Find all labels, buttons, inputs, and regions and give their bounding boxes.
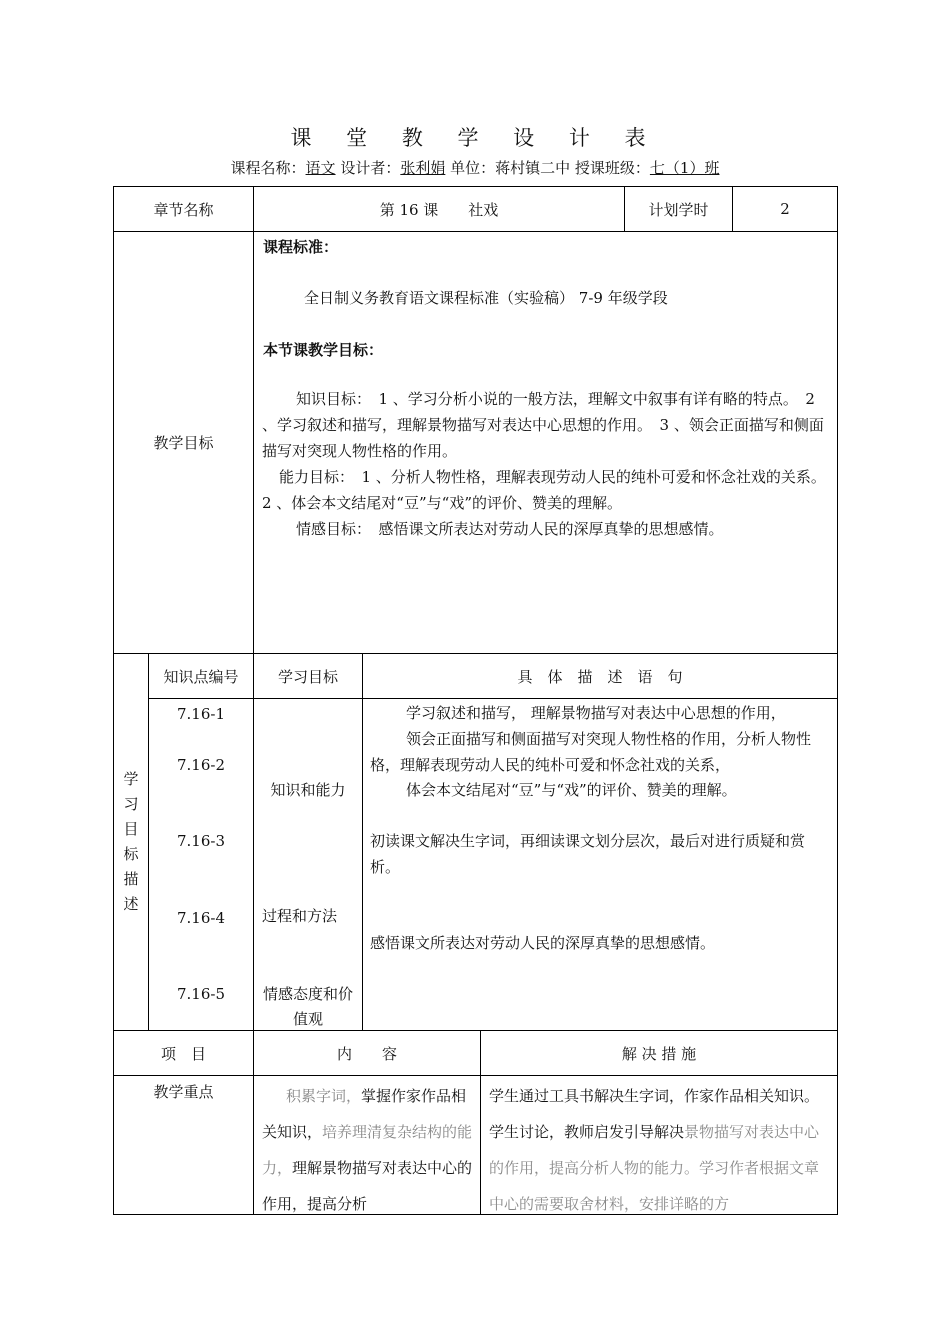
goal-type: 过程和方法 — [262, 907, 338, 925]
learning-side-label — [114, 654, 148, 1029]
description-line: 感悟课文所表达对劳动人民的深厚真挚的思想感情。 — [370, 934, 716, 952]
designer-label: 设计者： — [335, 159, 401, 177]
emotion-goal: 情感目标： 感悟课文所表达对劳动人民的深厚真挚的思想感情。 — [296, 520, 724, 538]
description-line: 学习叙述和描写， 理解景物描写对表达中心思想的作用， — [406, 704, 786, 722]
side-char: 习 — [123, 794, 139, 813]
goals-label: 教学目标 — [153, 433, 214, 452]
content-text: 掌握作家作品相关知识， — [262, 1087, 467, 1141]
header-item: 项 目 — [160, 1044, 206, 1063]
header-content: 内 容 — [336, 1044, 397, 1063]
measure-gray: 景物描写对表达中心的作用，提高分析人物的能力。学习作者根据文章中心的需要取舍材料，安排详略的方 — [489, 1123, 820, 1213]
content-gray: 培养理清复杂结构的能力， — [262, 1123, 473, 1177]
class-name: 七（1）班 — [649, 159, 720, 177]
standard-heading: 课程标准： — [263, 238, 339, 256]
description-line: 初读课文解决生字词，再细读课文划分层次，最后对进行质疑和赏析。 — [370, 832, 806, 876]
hours-value: 2 — [780, 200, 790, 218]
ability-goal: 能力目标： 1 、分析人物性格，理解表现劳动人民的纯朴可爱和怀念社戏的关系。 2 、体会本文结尾对“豆”与“戏”的评价、赞美的理解。 — [262, 468, 849, 512]
header-measures: 解 决 措 施 — [621, 1044, 697, 1063]
description-line: 体会本文结尾对“豆”与“戏”的评价、赞美的理解。 — [406, 781, 737, 799]
point-id: 7.16-3 — [176, 832, 225, 850]
point-id: 7.16-5 — [176, 985, 225, 1003]
side-char: 目 — [123, 819, 139, 838]
focus-label: 教学重点 — [153, 1082, 214, 1101]
standard-text: 全日制义务教育语文课程标准（实验稿） 7-9 年级学段 — [304, 289, 668, 307]
side-char: 描 — [123, 869, 139, 888]
hours-label: 计划学时 — [648, 200, 709, 219]
focus-content — [262, 1078, 474, 1222]
doc-title: 课 堂 教 学 设 计 表 — [290, 126, 660, 150]
doc-subtitle — [0, 157, 950, 178]
course-name: 语文 — [305, 159, 336, 177]
header-goal: 学习目标 — [277, 667, 338, 686]
objective-heading: 本节课教学目标： — [263, 341, 384, 359]
chapter-label: 章节名称 — [153, 200, 214, 219]
focus-measures — [489, 1078, 831, 1222]
side-char: 述 — [123, 894, 139, 913]
side-char: 学 — [123, 769, 139, 788]
knowledge-goal: 知识目标： 1 、学习分析小说的一般方法，理解文中叙事有详有略的特点。 2 、学习叙述和描写，理解景物描写对表达中心思想的作用。 3 、领会正面描写和侧面描写对突现人物性格的作用。 — [262, 390, 824, 460]
goal-type: 情感态度和价值观 — [262, 985, 353, 1028]
course-label: 课程名称： — [230, 159, 306, 177]
point-id: 7.16-4 — [176, 909, 225, 927]
measure-text: 学生通过工具书解决生字词，作家作品相关知识。学生讨论，教师启发引导解决 — [489, 1087, 820, 1141]
content-gray: 积累字词， — [286, 1087, 362, 1105]
goal-type: 知识和能力 — [270, 780, 346, 799]
point-id: 7.16-2 — [176, 756, 225, 774]
content-text: 理解景物描写对表达中心的作用，提高分析 — [262, 1159, 473, 1213]
point-id: 7.16-1 — [176, 705, 225, 723]
side-char: 标 — [123, 844, 139, 863]
designer-name: 张利娟 — [400, 159, 446, 177]
header-description: 具 体 描 述 语 句 — [517, 667, 683, 686]
description-line: 领会正面描写和侧面描写对突现人物性格的作用，分析人物性格，理解表现劳动人民的纯朴可爱和怀念社戏的关系， — [370, 730, 812, 774]
header-point-id: 知识点编号 — [163, 667, 239, 686]
unit-info: 单位：蒋村镇二中 授课班级： — [445, 159, 650, 177]
chapter-value: 第 16 课 社戏 — [379, 200, 499, 219]
